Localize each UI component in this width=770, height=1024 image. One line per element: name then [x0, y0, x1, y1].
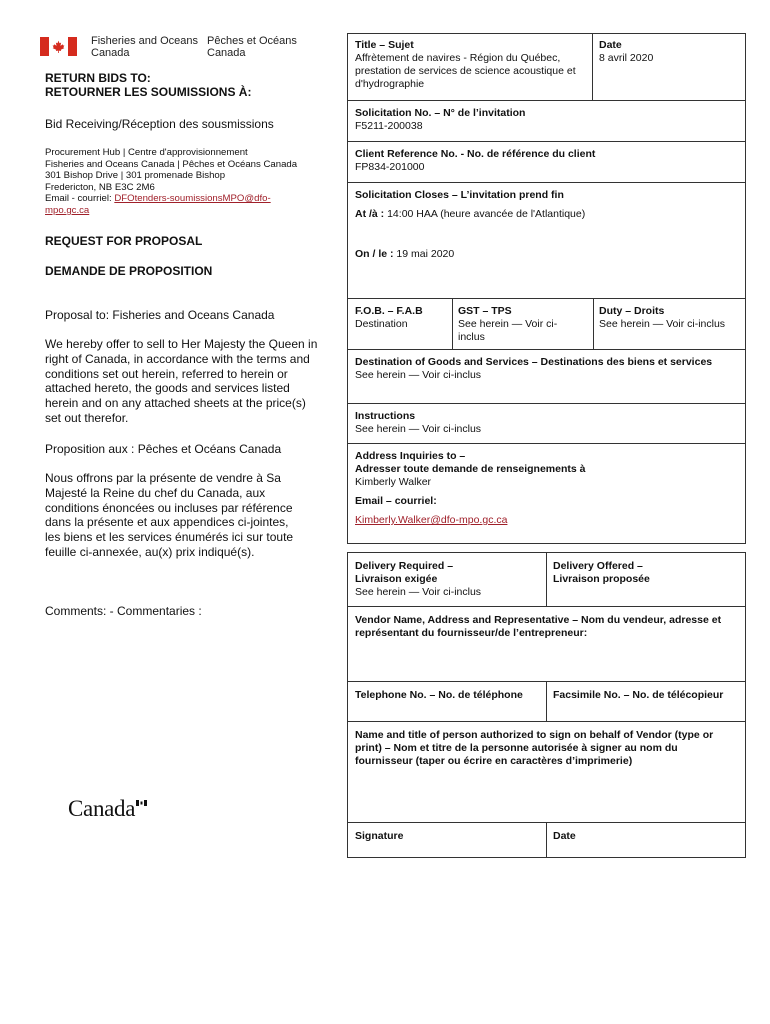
- procurement-address: [45, 147, 325, 217]
- vendor-info-cell[interactable]: [349, 610, 744, 644]
- gst-label: GST – TPS: [458, 305, 512, 317]
- gst-cell: [452, 301, 592, 348]
- title-label: Title – Sujet: [355, 39, 414, 51]
- dept-en-line2: Canada: [91, 46, 130, 59]
- comments-label: Comments: - Commentaries :: [45, 604, 202, 618]
- title-cell: [349, 35, 592, 95]
- date-label: Date: [599, 39, 622, 51]
- date-cell: [593, 35, 743, 69]
- bid-receiving: Bid Receiving/Réception des sousmissions: [45, 117, 274, 131]
- proposition-aux: Proposition aux : Pêches et Océans Canada: [45, 442, 282, 456]
- address-email: [45, 193, 325, 205]
- department-name-fr: [207, 36, 297, 59]
- delivery-required-label-2: Livraison exigée: [355, 573, 438, 585]
- on-value: 19 mai 2020: [396, 248, 455, 260]
- email-prefix: Email - courriel:: [45, 193, 115, 205]
- duty-label: Duty – Droits: [599, 305, 665, 317]
- destination-label: Destination of Goods and Services – Destinations des biens et services: [355, 356, 713, 368]
- instructions-label: Instructions: [355, 410, 416, 422]
- canada-wordmark: [68, 796, 147, 822]
- client-ref-label: Client Reference No. - No. de référence du client: [355, 148, 596, 160]
- wordmark-text: Canada: [68, 796, 136, 821]
- signature-date-cell[interactable]: [547, 826, 744, 847]
- at-value: 14:00 HAA (heure avancée de l'Atlantique): [387, 208, 586, 220]
- inquiries-email-link[interactable]: Kimberly.Walker@dfo-mpo.gc.ca: [355, 514, 508, 526]
- return-bids-fr: RETOURNER LES SOUMISSIONS À:: [45, 85, 252, 99]
- solicitation-number-cell: [349, 103, 744, 137]
- duty-value: See herein — Voir ci-inclus: [599, 318, 726, 330]
- fob-label: F.O.B. – F.A.B: [355, 305, 423, 317]
- duty-cell: [593, 301, 745, 335]
- facsimile-cell[interactable]: [547, 685, 744, 706]
- client-ref-value: FP834-201000: [355, 161, 425, 173]
- address-line: Fredericton, NB E3C 2M6: [45, 181, 155, 193]
- signature-cell[interactable]: [349, 826, 546, 847]
- wordmark-flag-icon: [136, 800, 147, 806]
- address-line: Fisheries and Oceans Canada | Pêches et Océans Canada: [45, 158, 298, 170]
- address-line: Procurement Hub | Centre d'approvisionnement: [45, 147, 248, 158]
- delivery-offered-cell: [547, 556, 744, 604]
- telephone-cell[interactable]: [349, 685, 546, 706]
- inquiries-cell: [349, 446, 744, 531]
- inquiries-label-2: Adresser toute demande de renseignements à: [355, 463, 586, 475]
- fob-cell: [349, 301, 452, 335]
- department-name-en: [91, 36, 198, 59]
- bid-email-link-cont[interactable]: mpo.gc.ca: [45, 204, 90, 216]
- inquiries-name: Kimberly Walker: [355, 476, 432, 488]
- on-label: On / le :: [355, 248, 397, 260]
- solicitation-label: Solicitation No. – N° de l’invitation: [355, 107, 526, 119]
- signature-label: Signature: [355, 830, 404, 842]
- rfp-title-fr: DEMANDE DE PROPOSITION: [45, 264, 213, 278]
- closes-label: Solicitation Closes – L’invitation prend fin: [355, 189, 564, 201]
- authorized-label: Name and title of person authorized to sign on behalf of Vendor (type or print) – Nom et titre de la personne autorisée à signer au nom du fournisseur (taper ou écrire en caractères d’imprimerie): [355, 729, 714, 767]
- address-line: 301 Bishop Drive | 301 promenade Bishop: [45, 170, 226, 182]
- vendor-label: Vendor Name, Address and Representative – Nom du vendeur, adresse et représentant du fournisseur/de l’entrepreneur:: [355, 614, 722, 639]
- return-bids-heading: [45, 71, 325, 99]
- dept-en-line1: Fisheries and Oceans: [91, 35, 198, 47]
- inquiries-label-1: Address Inquiries to –: [355, 450, 466, 462]
- fob-value: Destination: [355, 318, 408, 330]
- delivery-required-cell: [349, 556, 546, 603]
- dept-fr-line2: Canada: [207, 46, 246, 59]
- at-label: At /à :: [355, 208, 388, 220]
- delivery-required-label-1: Delivery Required –: [355, 560, 454, 572]
- signature-date-label: Date: [553, 830, 576, 842]
- closing-time: [355, 208, 738, 221]
- instructions-value: See herein — Voir ci-inclus: [355, 423, 482, 435]
- date-value: 8 avril 2020: [599, 52, 654, 64]
- offer-text-fr: Nous offrons par la présente de vendre à Sa Majesté la Reine du chef du Canada, aux conditions énoncées ou incluses par référence dans la présente et aux appendices ci-jointes, les biens et les services énumérés ici sur toute feuille ci-annexée, au(x) prix indiqué(s).: [45, 471, 294, 559]
- canada-flag-icon: [40, 37, 77, 56]
- telephone-label: Telephone No. – No. de téléphone: [355, 689, 523, 701]
- inquiries-email-label: Email – courriel:: [355, 495, 437, 507]
- destination-value: See herein — Voir ci-inclus: [355, 369, 482, 381]
- gst-value: See herein — Voir ci-inclus: [458, 318, 558, 343]
- client-reference-cell: [349, 144, 744, 178]
- delivery-required-value: See herein — Voir ci-inclus: [355, 586, 482, 598]
- title-value: Affrètement de navires - Région du Québec, prestation de services de science acoustique et d'hydrographie: [355, 52, 576, 90]
- authorized-person-cell[interactable]: [349, 725, 744, 772]
- closing-cell: [349, 185, 744, 265]
- dept-fr-line1: Pêches et Océans: [207, 35, 297, 47]
- destination-cell: [349, 352, 744, 386]
- facsimile-label: Facsimile No. – No. de télécopieur: [553, 689, 724, 701]
- offer-text-en: We hereby offer to sell to Her Majesty the Queen in right of Canada, in accordance with the terms and conditions set out herein, referred to herein or attached hereto, the goods and services listed herein and on any attached sheets at the price(s) set out therefor.: [45, 337, 318, 425]
- instructions-cell: [349, 406, 744, 440]
- delivery-offered-label-1: Delivery Offered –: [553, 560, 643, 572]
- delivery-offered-input[interactable]: [553, 586, 738, 600]
- rfp-title-en: REQUEST FOR PROPOSAL: [45, 234, 203, 248]
- closing-date: [355, 248, 738, 261]
- proposal-to: Proposal to: Fisheries and Oceans Canada: [45, 308, 275, 322]
- delivery-offered-label-2: Livraison proposée: [553, 573, 650, 585]
- solicitation-value: F5211-200038: [355, 120, 423, 132]
- bid-email-link[interactable]: DFOtenders-soumissionsMPO@dfo-: [114, 193, 271, 205]
- return-bids-en: RETURN BIDS TO:: [45, 71, 151, 85]
